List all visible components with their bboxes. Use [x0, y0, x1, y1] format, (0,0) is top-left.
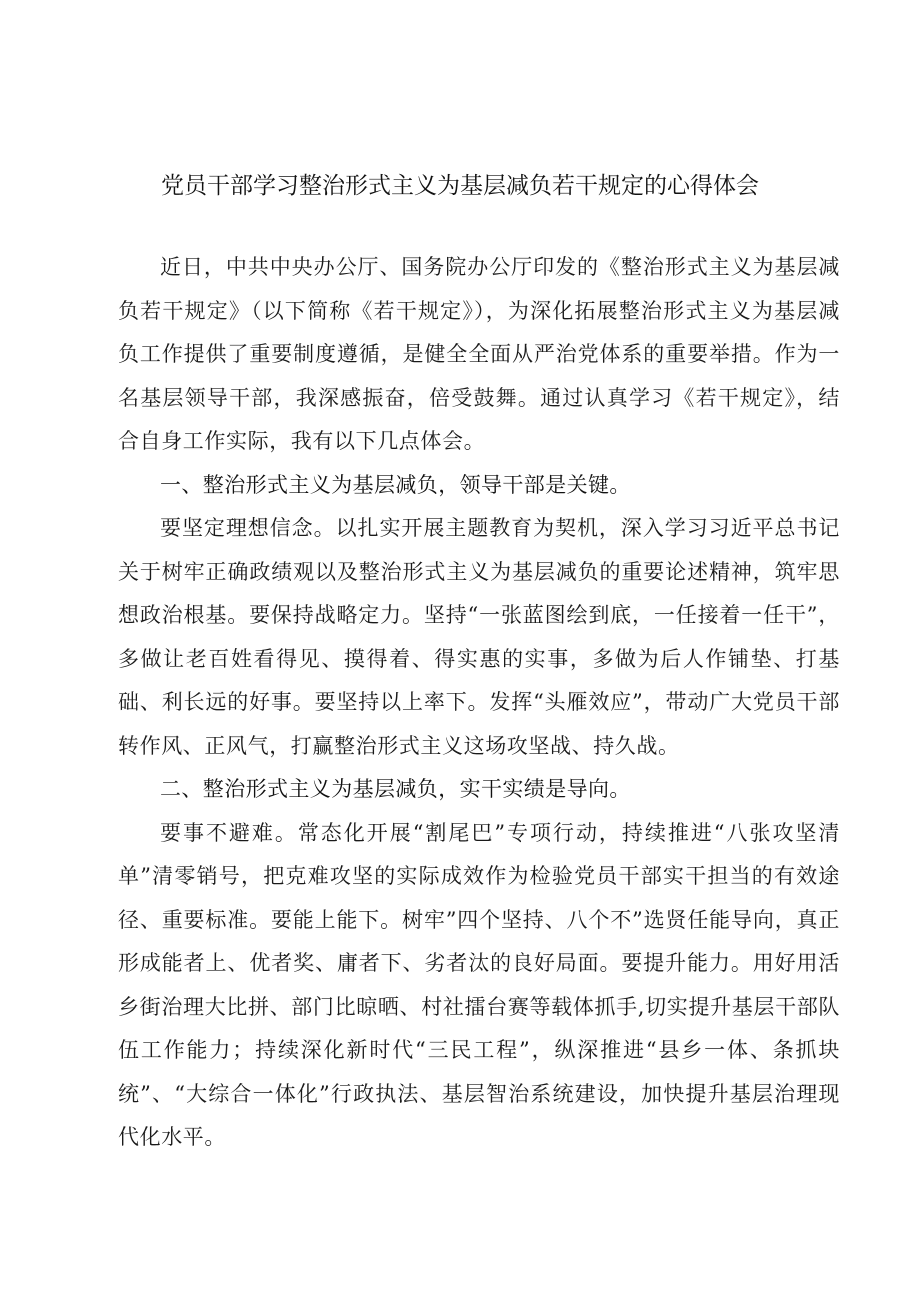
- section-1-heading: 一、整治形式主义为基层减负，领导干部是关键。: [160, 472, 631, 497]
- section-2-heading: 二、整治形式主义为基层减负，实干实绩是导向。: [160, 777, 631, 801]
- document-body: [118, 246, 840, 1160]
- section-2-paragraph: 要事不避难。常态化开展“割尾巴”专项行动，持续推进“八张攻坚清单”清零销号，把克难攻坚的实际成效作为检验党员干部实干担当的有效途径、重要标准。要能上能下。树牢”四个坚持、八个不”选贤任能导向，真正形成能者上、优者奖、庸者下、劣者汰的良好局面。要提升能力。用好用活乡街治理大比拼、部门比晾晒、村社擂台赛等载体抓手,切实提升基层干部队伍工作能力；持续深化新时代“三民工程”，纵深推进“县乡一体、条抓块统”、“大综合一体化”行政执法、基层智治系统建设，加快提升基层治理现代化水平。: [118, 820, 840, 1149]
- intro-paragraph: 近日，中共中央办公厅、国务院办公厅印发的《整治形式主义为基层减负若干规定》（以下简称《若干规定》），为深化拓展整治形式主义为基层减负工作提供了重要制度遵循，是健全全面从严治党体系的重要举措。作为一名基层领导干部，我深感振奋，倍受鼓舞。通过认真学习《若干规定》，结合自身工作实际，我有以下几点体会。: [118, 255, 840, 453]
- section-1-paragraph: 要坚定理想信念。以扎实开展主题教育为契机，深入学习习近平总书记关于树牢正确政绩观以及整治形式主义为基层减负的重要论述精神，筑牢思想政治根基。要保持战略定力。坚持“一张蓝图绘到底，一任接着一任干”，多做让老百姓看得见、摸得着、得实惠的实事，多做为后人作铺垫、打基础、利长远的好事。要坚持以上率下。发挥“头雁效应”，带动广大党员干部转作风、正风气，打赢整治形式主义这场攻坚战、持久战。: [118, 516, 840, 758]
- document-title: 党员干部学习整治形式主义为基层减负若干规定的心得体会: [161, 173, 759, 199]
